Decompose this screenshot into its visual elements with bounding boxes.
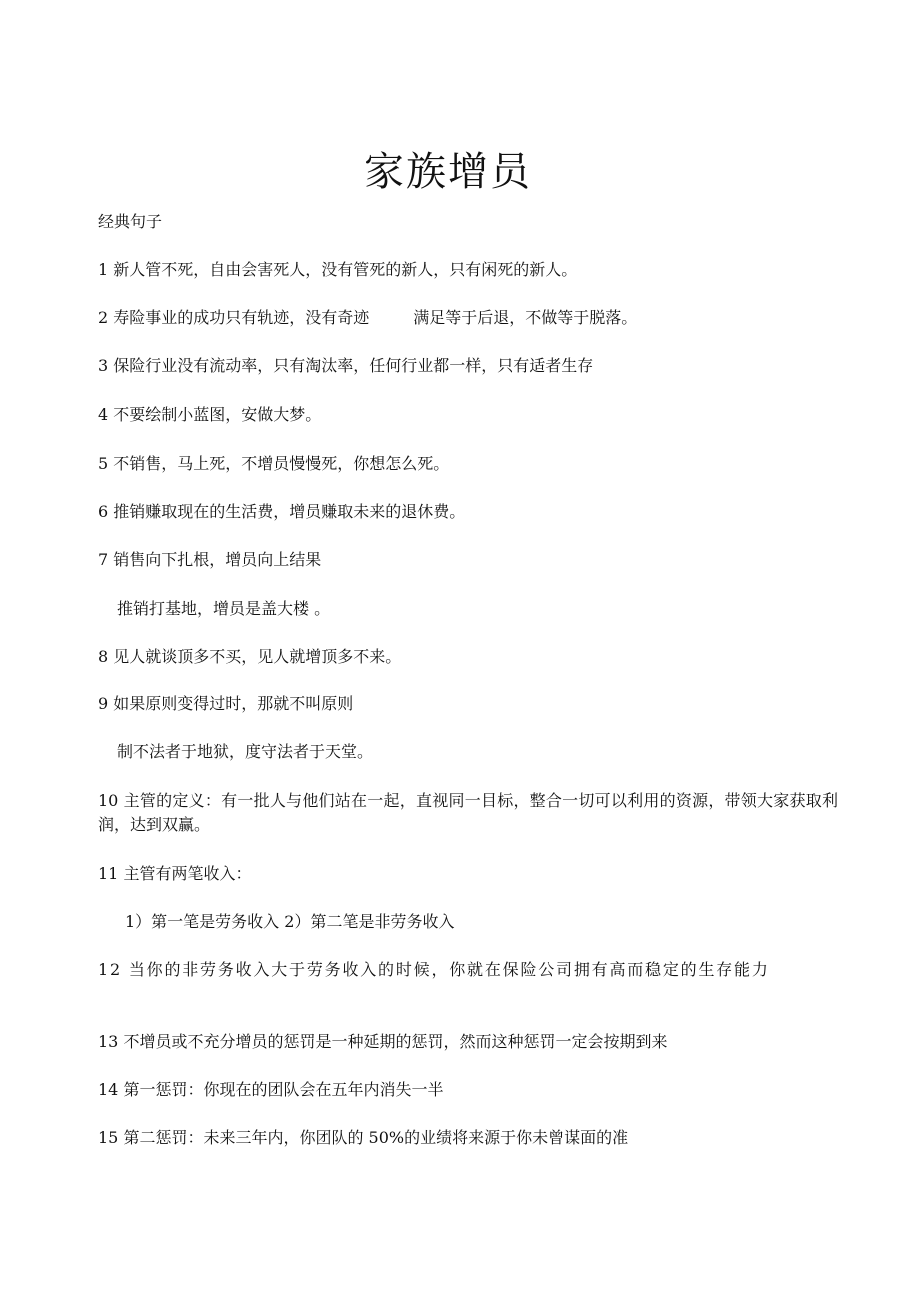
sentence-11: 11 主管有两笔收入： xyxy=(98,864,252,883)
sentence-5: 5 不销售，马上死，不增员慢慢死，你想怎么死。 xyxy=(98,454,450,473)
sentence-1: 1 新人管不死，自由会害死人，没有管死的新人，只有闲死的新人。 xyxy=(98,260,578,279)
sentence-14: 14 第一惩罚：你现在的团队会在五年内消失一半 xyxy=(98,1080,444,1099)
sentence-7: 7 销售向下扎根，增员向上结果 xyxy=(98,550,322,569)
sentence-2 xyxy=(98,306,838,330)
sentence-2-part-b: 满足等于后退，不做等于脱落。 xyxy=(413,308,638,327)
document-title: 家族增员 xyxy=(364,149,532,195)
sentence-7-continuation: 推销打基地，增员是盖大楼 。 xyxy=(117,599,331,618)
sentence-10: 10 主管的定义：有一批人与他们站在一起，直视同一目标，整合一切可以利用的资源，带领大家获取利润，达到双赢。 xyxy=(98,791,838,834)
sentence-2-part-a: 2 寿险事业的成功只有轨迹，没有奇迹 xyxy=(98,308,370,327)
sentence-3: 3 保险行业没有流动率，只有淘汰率，任何行业都一样，只有适者生存 xyxy=(98,356,594,375)
sentence-6: 6 推销赚取现在的生活费，增员赚取未来的退休费。 xyxy=(98,502,466,521)
sentence-8: 8 见人就谈顶多不买，见人就增顶多不来。 xyxy=(98,647,402,666)
sentence-11-detail: 1）第一笔是劳务收入 2）第二笔是非劳务收入 xyxy=(125,912,455,931)
sentence-9-continuation: 制不法者于地狱，度守法者于天堂。 xyxy=(117,742,374,761)
sentence-4: 4 不要绘制小蓝图，安做大梦。 xyxy=(98,405,322,424)
sentence-9: 9 如果原则变得过时，那就不叫原则 xyxy=(98,694,354,713)
sentence-12: 12 当你的非劳务收入大于劳务收入的时候，你就在保险公司拥有高而稳定的生存能力 xyxy=(98,960,770,979)
sentence-13: 13 不增员或不充分增员的惩罚是一种延期的惩罚，然而这种惩罚一定会按期到来 xyxy=(98,1032,668,1051)
sentence-15: 15 第二惩罚：未来三年内，你团队的 50%的业绩将来源于你未曾谋面的准 xyxy=(98,1128,629,1147)
section-heading: 经典句子 xyxy=(98,212,163,231)
